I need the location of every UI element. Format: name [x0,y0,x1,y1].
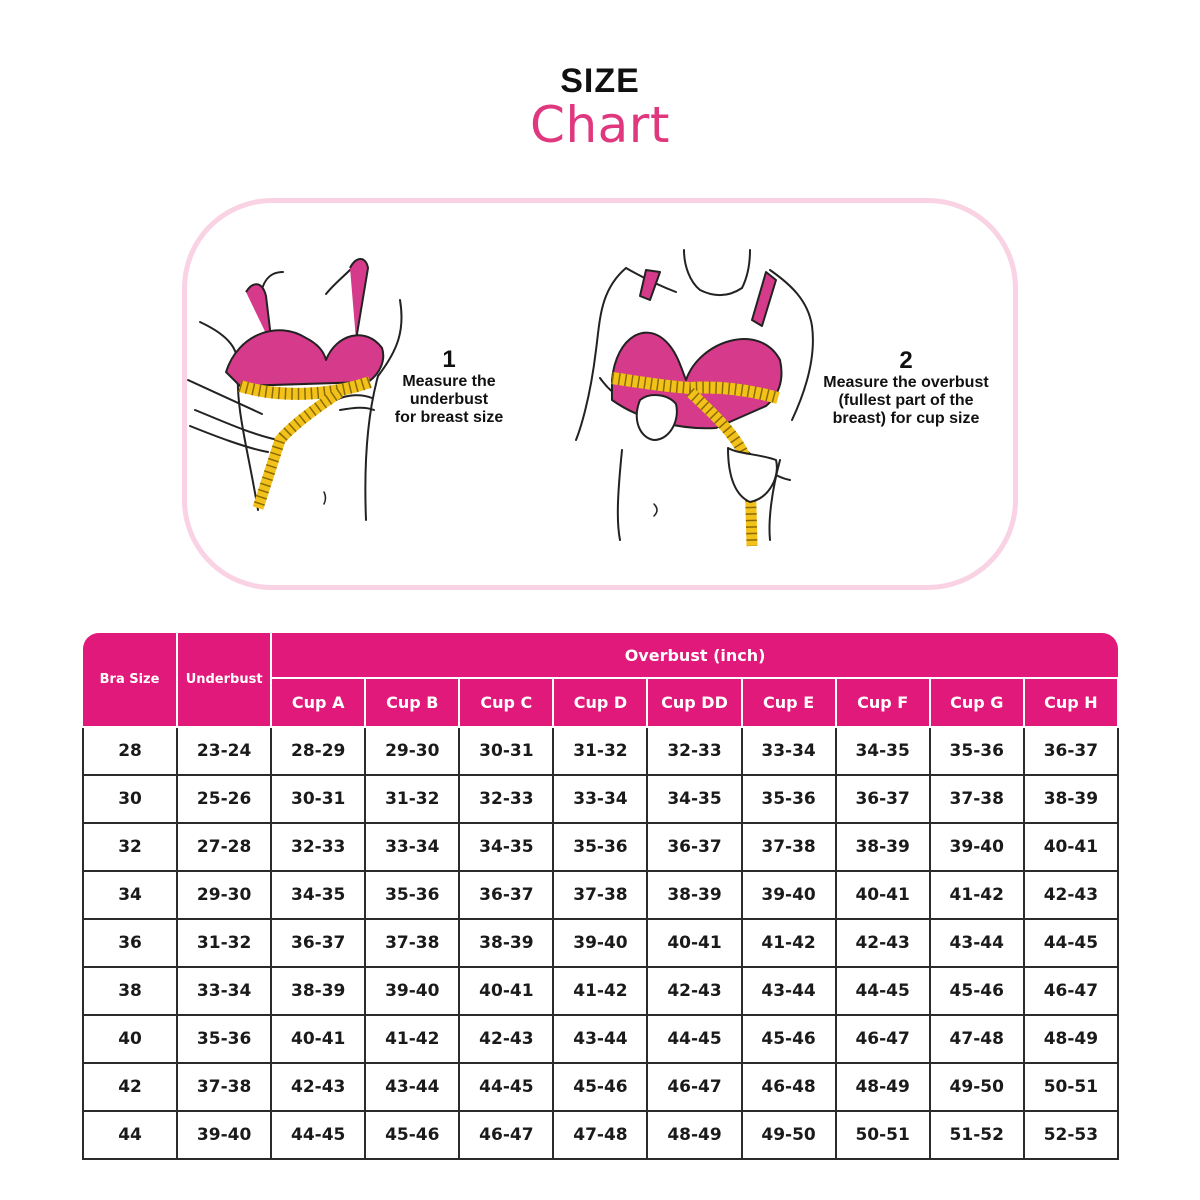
bra-size-cell: 32 [83,823,177,871]
overbust-cell: 35-36 [742,775,836,823]
overbust-cell: 45-46 [553,1063,647,1111]
overbust-cell: 29-30 [365,727,459,775]
table-row [83,919,1118,967]
overbust-cell: 50-51 [836,1111,930,1159]
overbust-cell: 42-43 [647,967,741,1015]
header-cup-6: Cup E [742,678,836,727]
overbust-cell: 31-32 [365,775,459,823]
bra-size-cell: 44 [83,1111,177,1159]
overbust-cell: 46-47 [836,1015,930,1063]
table-body [83,727,1118,1159]
overbust-cell: 47-48 [553,1111,647,1159]
table-row [83,1015,1118,1063]
overbust-cell: 36-37 [836,775,930,823]
overbust-cell: 44-45 [271,1111,365,1159]
underbust-cell: 25-26 [177,775,271,823]
overbust-cell: 39-40 [930,823,1024,871]
table-row [83,871,1118,919]
overbust-cell: 36-37 [271,919,365,967]
overbust-cell: 37-38 [365,919,459,967]
underbust-cell: 35-36 [177,1015,271,1063]
bra-size-cell: 34 [83,871,177,919]
overbust-cell: 38-39 [271,967,365,1015]
overbust-cell: 30-31 [271,775,365,823]
underbust-cell: 37-38 [177,1063,271,1111]
overbust-cell: 41-42 [742,919,836,967]
title-size-word: SIZE [560,62,640,100]
overbust-cell: 39-40 [365,967,459,1015]
overbust-cell: 39-40 [742,871,836,919]
header-bra-size: Bra Size [83,633,177,727]
overbust-cell: 52-53 [1024,1111,1118,1159]
overbust-cell: 42-43 [271,1063,365,1111]
overbust-cell: 38-39 [647,871,741,919]
overbust-cell: 42-43 [836,919,930,967]
overbust-cell: 45-46 [365,1111,459,1159]
overbust-cell: 37-38 [742,823,836,871]
overbust-cell: 44-45 [459,1063,553,1111]
overbust-cell: 44-45 [1024,919,1118,967]
table-row [83,1063,1118,1111]
overbust-cell: 48-49 [647,1111,741,1159]
underbust-cell: 23-24 [177,727,271,775]
overbust-cell: 41-42 [365,1015,459,1063]
overbust-cell: 34-35 [459,823,553,871]
overbust-cell: 35-36 [930,727,1024,775]
overbust-cell: 38-39 [459,919,553,967]
table-row [83,775,1118,823]
table-row [83,967,1118,1015]
overbust-cell: 46-48 [742,1063,836,1111]
overbust-cell: 44-45 [647,1015,741,1063]
header-cup-8: Cup G [930,678,1024,727]
header-cup-4: Cup D [553,678,647,727]
table-header [83,633,1118,727]
step-2-number: 2 [899,347,913,374]
overbust-cell: 39-40 [553,919,647,967]
overbust-cell: 34-35 [271,871,365,919]
overbust-cell: 35-36 [365,871,459,919]
overbust-cell: 45-46 [930,967,1024,1015]
overbust-cell: 41-42 [930,871,1024,919]
overbust-cell: 40-41 [647,919,741,967]
overbust-cell: 43-44 [365,1063,459,1111]
step-2-instruction [804,348,1008,428]
overbust-cell: 46-47 [1024,967,1118,1015]
overbust-cell: 33-34 [553,775,647,823]
table-row [83,1111,1118,1159]
bra-size-cell: 28 [83,727,177,775]
header-cup-5: Cup DD [647,678,741,727]
overbust-cell: 50-51 [1024,1063,1118,1111]
underbust-cell: 33-34 [177,967,271,1015]
overbust-cell: 37-38 [930,775,1024,823]
overbust-cell: 42-43 [1024,871,1118,919]
overbust-cell: 45-46 [742,1015,836,1063]
overbust-cell: 51-52 [930,1111,1024,1159]
underbust-cell: 31-32 [177,919,271,967]
overbust-cell: 41-42 [553,967,647,1015]
overbust-cell: 28-29 [271,727,365,775]
overbust-cell: 34-35 [836,727,930,775]
overbust-cell: 31-32 [553,727,647,775]
overbust-cell: 33-34 [365,823,459,871]
overbust-cell: 32-33 [647,727,741,775]
bra-size-cell: 42 [83,1063,177,1111]
overbust-cell: 32-33 [459,775,553,823]
header-cup-7: Cup F [836,678,930,727]
overbust-cell: 40-41 [271,1015,365,1063]
step-1-text: Measure the underbust for breast size [394,373,504,426]
overbust-cell: 37-38 [553,871,647,919]
overbust-cell: 30-31 [459,727,553,775]
overbust-cell: 43-44 [553,1015,647,1063]
overbust-cell: 49-50 [742,1111,836,1159]
header-underbust: Underbust [177,633,271,727]
overbust-cell: 32-33 [271,823,365,871]
underbust-cell: 29-30 [177,871,271,919]
bra-size-cell: 38 [83,967,177,1015]
header-cup-1: Cup A [271,678,365,727]
step-1-number: 1 [442,346,456,373]
bra-size-cell: 36 [83,919,177,967]
title-chart-word: Chart [530,96,670,154]
overbust-cell: 43-44 [742,967,836,1015]
bra-size-cell: 40 [83,1015,177,1063]
step-2-text: Measure the overbust (fullest part of the breast) for cup size [823,374,989,427]
overbust-cell: 33-34 [742,727,836,775]
header-cup-3: Cup C [459,678,553,727]
overbust-cell: 36-37 [459,871,553,919]
overbust-cell: 44-45 [836,967,930,1015]
size-table [82,633,1119,1160]
overbust-cell: 38-39 [836,823,930,871]
page-title [0,62,1200,154]
overbust-cell: 47-48 [930,1015,1024,1063]
underbust-cell: 27-28 [177,823,271,871]
header-cup-2: Cup B [365,678,459,727]
overbust-cell: 36-37 [1024,727,1118,775]
overbust-cell: 43-44 [930,919,1024,967]
overbust-cell: 36-37 [647,823,741,871]
overbust-cell: 35-36 [553,823,647,871]
overbust-cell: 40-41 [459,967,553,1015]
overbust-cell: 38-39 [1024,775,1118,823]
overbust-cell: 49-50 [930,1063,1024,1111]
bra-size-cell: 30 [83,775,177,823]
overbust-cell: 46-47 [459,1111,553,1159]
overbust-cell: 40-41 [836,871,930,919]
table-row [83,727,1118,775]
overbust-cell: 46-47 [647,1063,741,1111]
header-cup-9: Cup H [1024,678,1118,727]
underbust-cell: 39-40 [177,1111,271,1159]
overbust-cell: 34-35 [647,775,741,823]
step-1-instruction [378,347,520,427]
table-row [83,823,1118,871]
overbust-cell: 48-49 [836,1063,930,1111]
overbust-cell: 42-43 [459,1015,553,1063]
header-overbust-group: Overbust (inch) [271,633,1118,678]
overbust-cell: 48-49 [1024,1015,1118,1063]
overbust-cell: 40-41 [1024,823,1118,871]
